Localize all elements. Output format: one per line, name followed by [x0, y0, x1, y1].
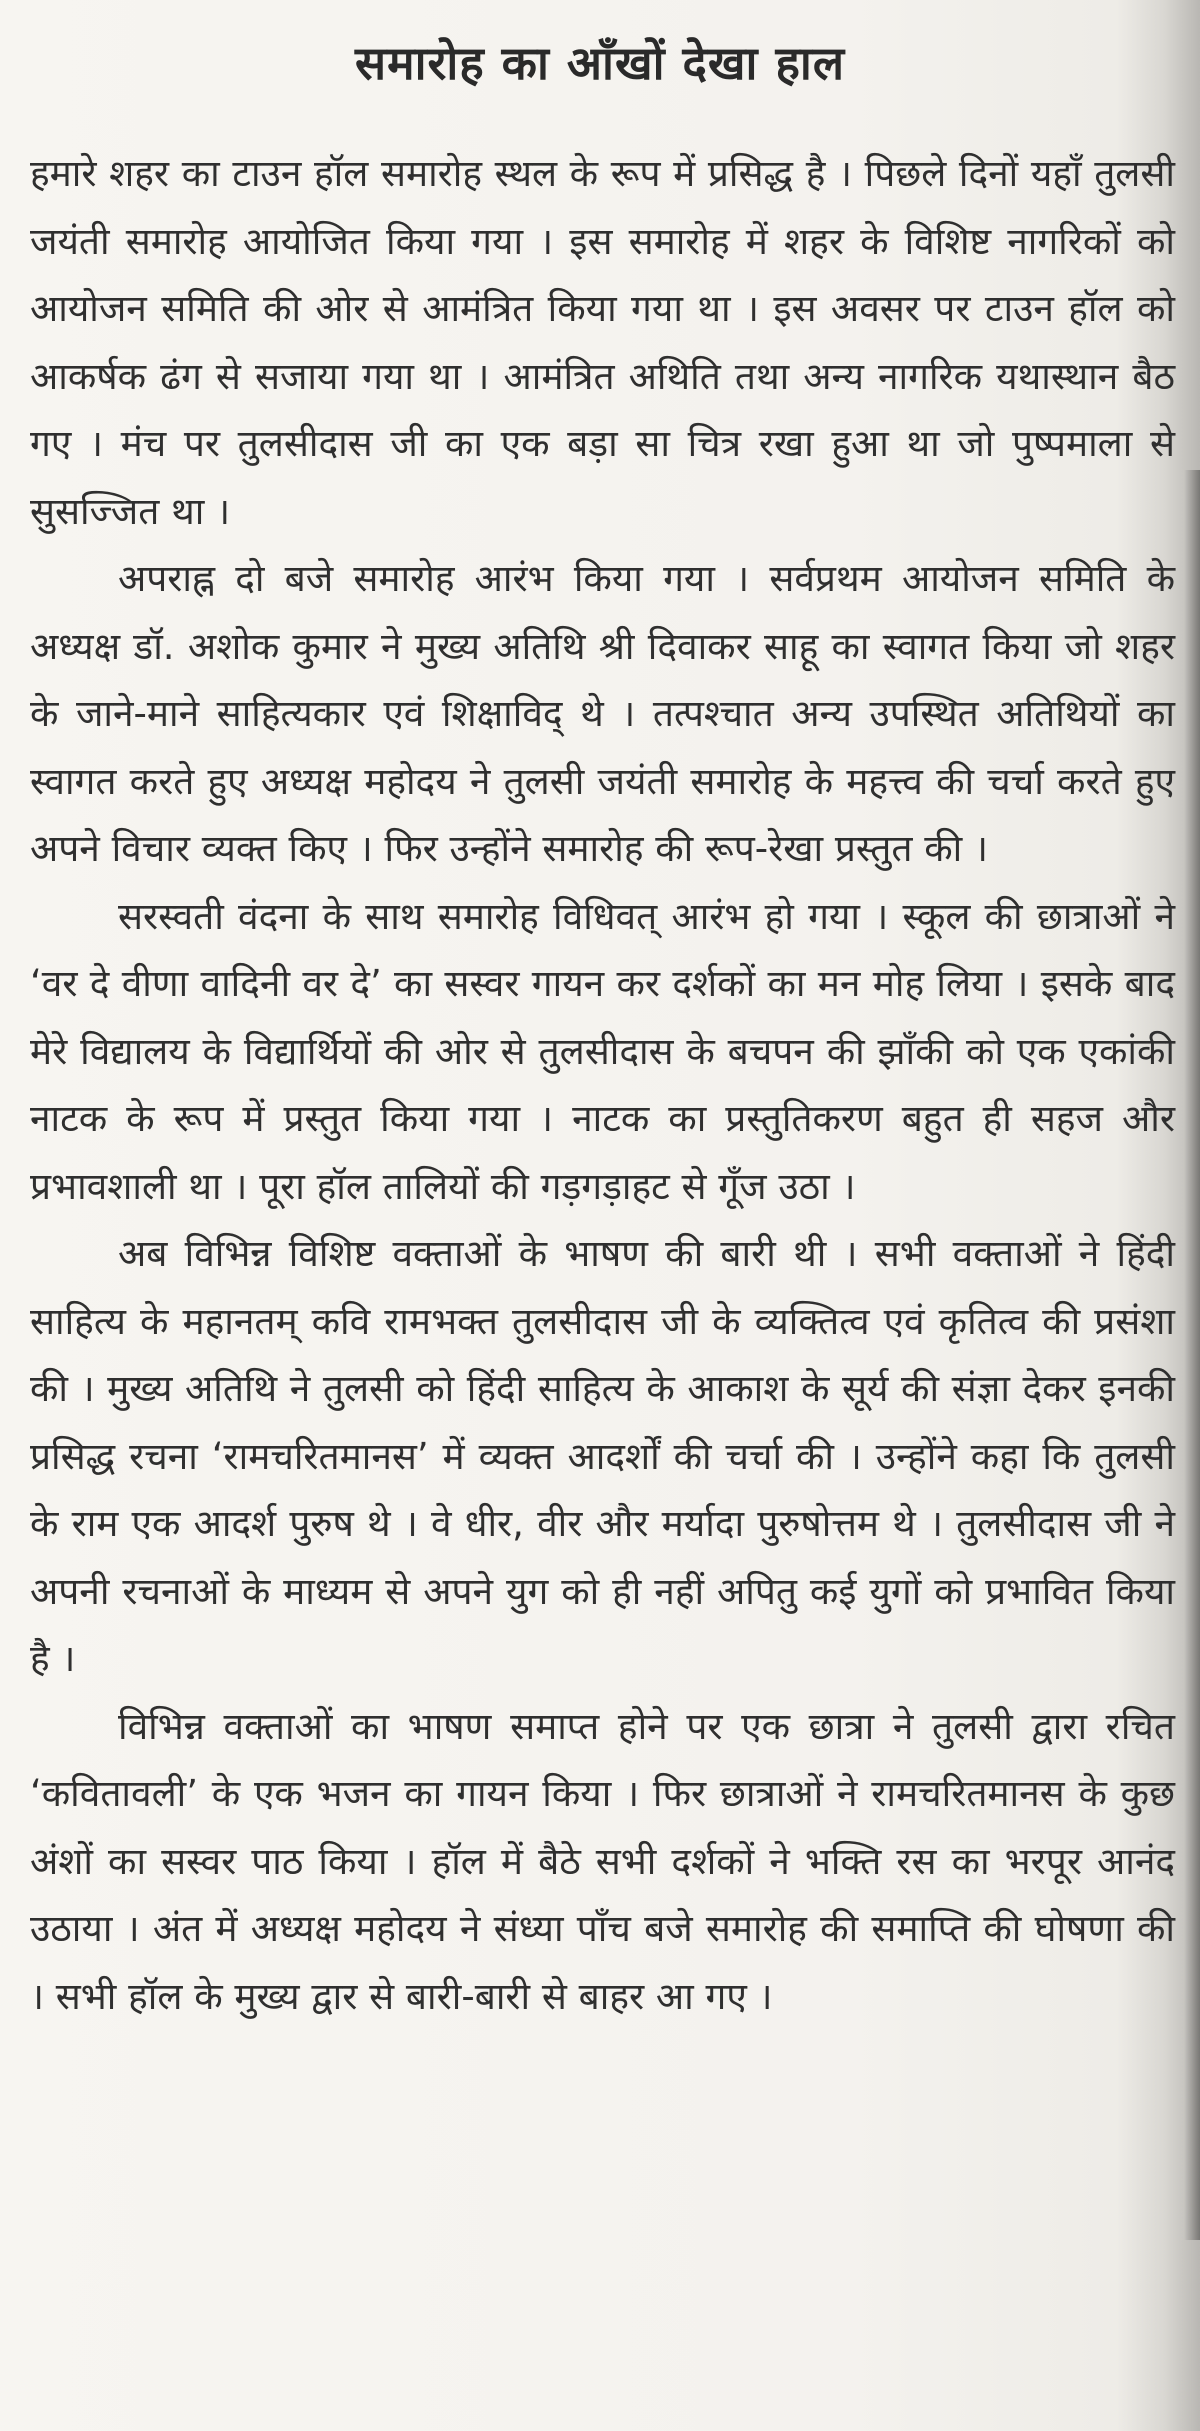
essay-body [30, 140, 1175, 2030]
page-title: समारोह का आँखों देखा हाल [354, 36, 846, 90]
paragraph-1: हमारे शहर का टाउन हॉल समारोह स्थल के रूप में प्रसिद्ध है । पिछले दिनों यहाँ तुलसी जयंती समारोह आयोजित किया गया । इस समारोह में शहर के विशिष्ट नागरिकों को आयोजन समिति की ओर से आमंत्रित किया गया था । इस अवसर पर टाउन हॉल को आकर्षक ढंग से सजाया गया था । आमंत्रित अथिति तथा अन्य नागरिक यथास्थान बैठ गए । मंच पर तुलसीदास जी का एक बड़ा सा चित्र रखा हुआ था जो पुष्पमाला से सुसज्जित था । [30, 152, 1175, 533]
page-edge-shadow [1184, 470, 1200, 2240]
paragraph-4: अब विभिन्न विशिष्ट वक्ताओं के भाषण की बारी थी । सभी वक्ताओं ने हिंदी साहित्य के महानतम् कवि रामभक्त तुलसीदास जी के व्यक्तित्व एवं कृतित्व की प्रसंशा की । मुख्य अतिथि ने तुलसी को हिंदी साहित्य के आकाश के सूर्य की संज्ञा देकर इनकी प्रसिद्ध रचना ‘रामचरितमानस’ में व्यक्त आदर्शों की चर्चा की । उन्होंने कहा कि तुलसी के राम एक आदर्श पुरुष थे । वे धीर, वीर और मर्यादा पुरुषोत्तम थे । तुलसीदास जी ने अपनी रचनाओं के माध्यम से अपने युग को ही नहीं अपितु कई युगों को प्रभावित किया है । [30, 1232, 1175, 1680]
paragraph-5: विभिन्न वक्ताओं का भाषण समाप्त होने पर एक छात्रा ने तुलसी द्वारा रचित ‘कवितावली’ के एक भजन का गायन किया । फिर छात्राओं ने रामचरितमानस के कुछ अंशों का सस्वर पाठ किया । हॉल में बैठे सभी दर्शकों ने भक्ति रस का भरपूर आनंद उठाया । अंत में अध्यक्ष महोदय ने संध्या पाँच बजे समारोह की समाप्ति की घोषणा की । सभी हॉल के मुख्य द्वार से बारी-बारी से बाहर आ गए । [30, 1704, 1175, 2018]
paragraph-3: सरस्वती वंदना के साथ समारोह विधिवत् आरंभ हो गया । स्कूल की छात्राओं ने ‘वर दे वीणा वादिनी वर दे’ का सस्वर गायन कर दर्शकों का मन मोह लिया । इसके बाद मेरे विद्यालय के विद्यार्थियों की ओर से तुलसीदास के बचपन की झाँकी को एक एकांकी नाटक के रूप में प्रस्तुत किया गया । नाटक का प्रस्तुतिकरण बहुत ही सहज और प्रभावशाली था । पूरा हॉल तालियों की गड़गड़ाहट से गूँज उठा । [30, 894, 1175, 1208]
paragraph-2: अपराह्न दो बजे समारोह आरंभ किया गया । सर्वप्रथम आयोजन समिति के अध्यक्ष डॉ. अशोक कुमार ने मुख्य अतिथि श्री दिवाकर साहू का स्वागत किया जो शहर के जाने-माने साहित्यकार एवं शिक्षाविद् थे । तत्पश्चात अन्य उपस्थित अतिथियों का स्वागत करते हुए अध्यक्ष महोदय ने तुलसी जयंती समारोह के महत्त्व की चर्चा करते हुए अपने विचार व्यक्त किए । फिर उन्होंने समारोह की रूप-रेखा प्रस्तुत की । [30, 557, 1175, 870]
